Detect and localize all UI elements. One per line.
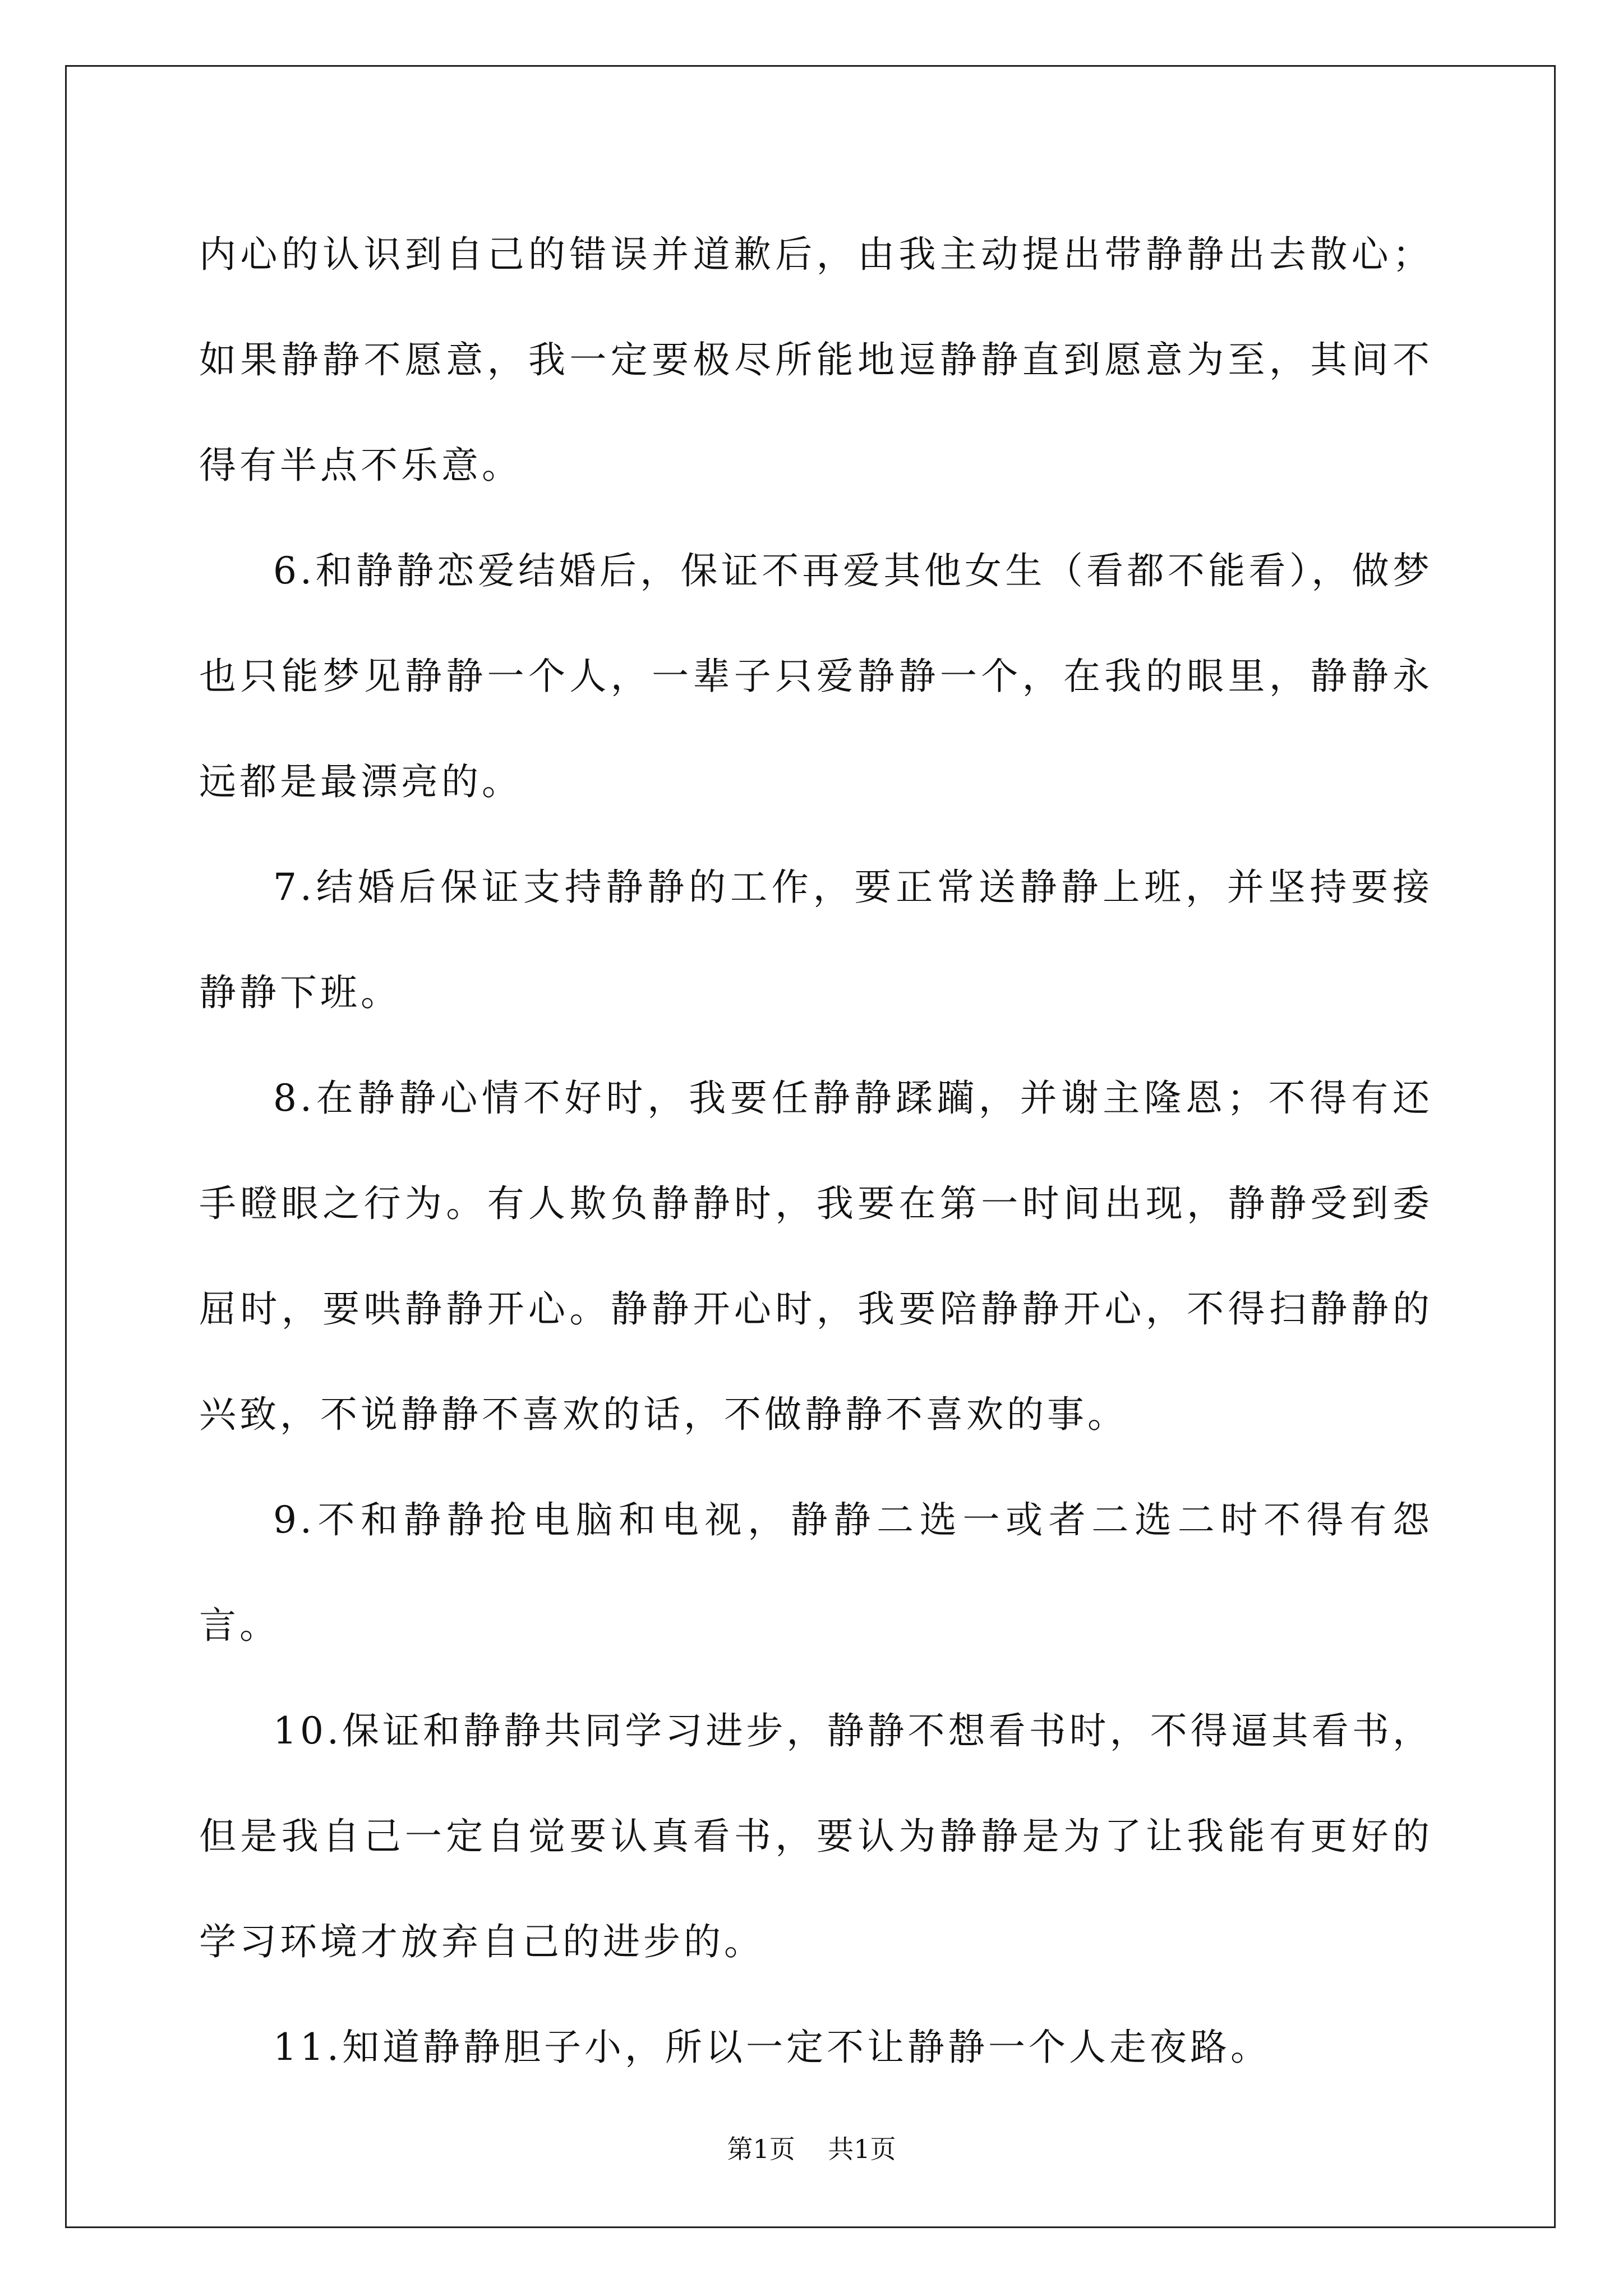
document-body — [199, 202, 1433, 2100]
paragraph-7: 7.结婚后保证支持静静的工作，要正常送静静上班，并坚持要接静静下班。 — [199, 866, 1433, 1014]
paragraph-8: 8.在静静心情不好时，我要任静静蹂躏，并谢主隆恩；不得有还手瞪眼之行为。有人欺负静静时，我要在第一时间出现，静静受到委屈时，要哄静静开心。静静开心时，我要陪静静开心，不得扫静静的兴致，不说静静不喜欢的话，不做静静不喜欢的事。 — [199, 1076, 1433, 1436]
paragraph-1: 内心的认识到自己的错误并道歉后，由我主动提出带静静出去散心；如果静静不愿意，我一定要极尽所能地逗静静直到愿意为至，其间不得有半点不乐意。 — [199, 233, 1433, 487]
paragraph-9: 9.不和静静抢电脑和电视，静静二选一或者二选二时不得有怨言。 — [199, 1498, 1433, 1647]
page-number-total: 共1页 — [828, 2134, 896, 2164]
paragraph-10: 10.保证和静静共同学习进步，静静不想看书时，不得逼其看书，但是我自己一定自觉要认真看书，要认为静静是为了让我能有更好的学习环境才放弃自己的进步的。 — [199, 1709, 1433, 1963]
page-number-current: 第1页 — [727, 2134, 795, 2164]
paragraph-6: 6.和静静恋爱结婚后，保证不再爱其他女生（看都不能看），做梦也只能梦见静静一个人，一辈子只爱静静一个，在我的眼里，静静永远都是最漂亮的。 — [199, 549, 1433, 803]
paragraph-11: 11.知道静静胆子小，所以一定不让静静一个人走夜路。 — [273, 2026, 1271, 2069]
page-footer — [0, 2129, 1623, 2166]
